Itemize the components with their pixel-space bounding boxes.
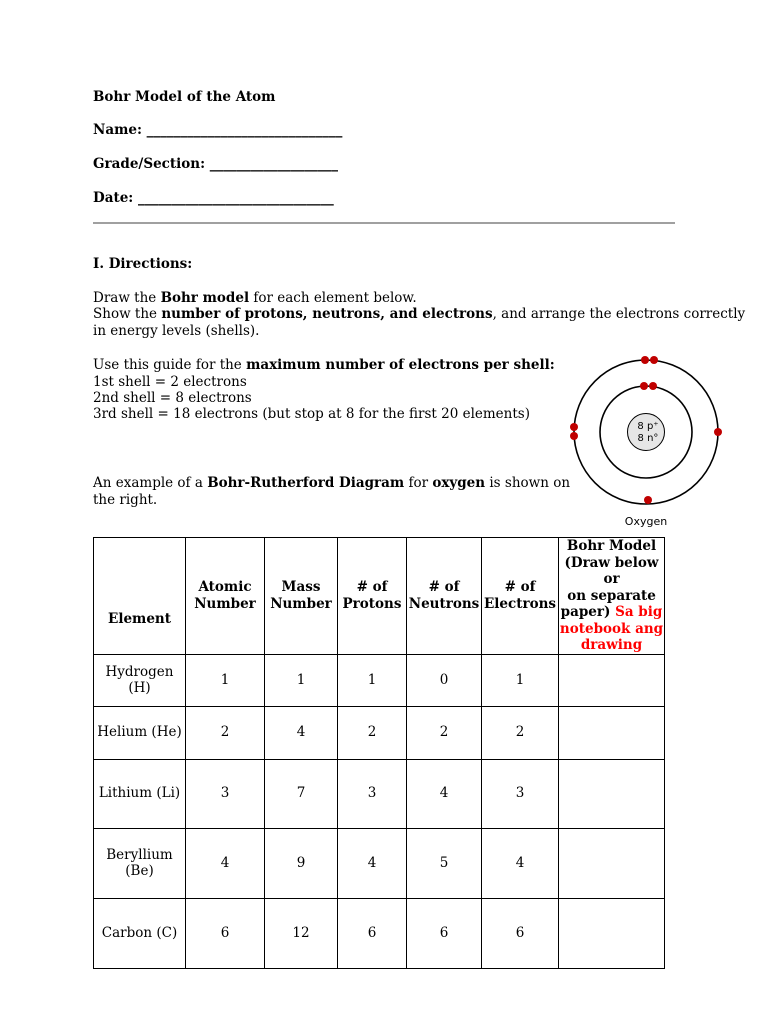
table-row xyxy=(94,759,665,828)
cell-element: Lithium (Li) xyxy=(94,759,186,828)
cell-element: Helium (He) xyxy=(94,706,186,759)
element-table xyxy=(93,537,665,969)
electron-dot xyxy=(641,356,649,364)
name-line[interactable]: _____________________________ xyxy=(146,122,343,138)
cell-mass-number: 1 xyxy=(265,654,338,706)
example-bold-text: oxygen xyxy=(432,475,486,491)
header-line: Number xyxy=(194,595,256,612)
cell-protons: 1 xyxy=(338,654,407,706)
cell-mass-number: 9 xyxy=(265,828,338,898)
table-row xyxy=(94,898,665,968)
cell-protons: 2 xyxy=(338,706,407,759)
header-mass-number xyxy=(265,538,338,655)
cell-protons: 6 xyxy=(338,898,407,968)
header-line: Bohr Model xyxy=(566,538,657,554)
electron-dot xyxy=(570,423,578,431)
directions-text: for each element below. xyxy=(249,290,417,306)
nucleus-neutrons-label: 8 n° xyxy=(637,433,659,444)
cell-neutrons: 0 xyxy=(407,654,482,706)
name-field[interactable] xyxy=(93,122,342,139)
nucleus xyxy=(628,414,665,451)
cell-element: Hydrogen (H) xyxy=(94,654,186,706)
grade-section-field[interactable] xyxy=(93,156,338,173)
cell-neutrons: 5 xyxy=(407,828,482,898)
header-line: (Draw below or xyxy=(564,554,659,587)
electron-dot xyxy=(640,382,648,390)
cell-neutrons: 6 xyxy=(407,898,482,968)
table-header-row xyxy=(94,538,665,655)
cell-bohr-drawing[interactable] xyxy=(559,828,665,898)
example-text-part: for xyxy=(404,475,433,491)
directions-bold-text: Bohr model xyxy=(160,290,250,306)
header-line: Mass xyxy=(281,579,321,596)
cell-electrons: 2 xyxy=(482,706,559,759)
cell-atomic-number: 1 xyxy=(186,654,265,706)
shell-guide-3: 3rd shell = 18 electrons (but stop at 8 for the first 20 elements) xyxy=(93,406,530,422)
header-line: Atomic xyxy=(198,579,252,596)
cell-electrons: 1 xyxy=(482,654,559,706)
directions-paragraph-1 xyxy=(93,290,417,307)
cell-bohr-drawing[interactable] xyxy=(559,654,665,706)
cell-bohr-drawing[interactable] xyxy=(559,759,665,828)
cell-element-line: Beryllium xyxy=(106,846,173,863)
header-line: # of xyxy=(428,579,460,596)
directions-paragraph-2-cont: in energy levels (shells). xyxy=(93,323,260,339)
cell-atomic-number: 2 xyxy=(186,706,265,759)
header-bohr-model xyxy=(559,538,665,655)
cell-neutrons: 2 xyxy=(407,706,482,759)
guide-text: Use this guide for the xyxy=(93,357,247,373)
cell-atomic-number: 3 xyxy=(186,759,265,828)
example-text xyxy=(93,475,570,492)
header-line: # of xyxy=(504,579,536,596)
shell-guide-intro xyxy=(93,357,555,374)
example-bold-text: Bohr-Rutherford Diagram xyxy=(207,475,405,491)
cell-protons: 4 xyxy=(338,828,407,898)
cell-atomic-number: 6 xyxy=(186,898,265,968)
electron-dot xyxy=(644,496,652,504)
directions-heading: I. Directions: xyxy=(93,256,193,272)
cell-neutrons: 4 xyxy=(407,759,482,828)
shell-guide-1: 1st shell = 2 electrons xyxy=(93,374,247,390)
cell-element-line: (Be) xyxy=(125,863,154,879)
header-electrons xyxy=(482,538,559,655)
cell-element: Carbon (C) xyxy=(94,898,186,968)
cell-mass-number: 12 xyxy=(265,898,338,968)
directions-text: , and arrange the electrons correctly xyxy=(492,306,746,322)
table-row xyxy=(94,706,665,759)
cell-electrons: 6 xyxy=(482,898,559,968)
diagram-caption: Oxygen xyxy=(624,515,668,528)
shell-guide-2: 2nd shell = 8 electrons xyxy=(93,390,252,406)
header-red-text: Sa big xyxy=(615,604,663,620)
header-line: Protons xyxy=(342,595,402,612)
cell-electrons: 4 xyxy=(482,828,559,898)
header-line: # of xyxy=(356,579,388,596)
header-line: on separate xyxy=(567,587,656,604)
header-line: Number xyxy=(270,595,332,612)
example-text-part: An example of a xyxy=(93,475,208,491)
electron-dot xyxy=(650,356,658,364)
header-protons xyxy=(338,538,407,655)
header-line: Neutrons xyxy=(408,595,480,612)
header-text: paper) xyxy=(560,604,611,620)
date-label: Date: xyxy=(93,190,134,206)
guide-bold-text: maximum number of electrons per shell: xyxy=(246,357,555,373)
cell-electrons: 3 xyxy=(482,759,559,828)
header-red-text: notebook ang xyxy=(559,620,664,637)
directions-text: Show the xyxy=(93,306,162,322)
electron-dot xyxy=(714,428,722,436)
cell-mass-number: 4 xyxy=(265,706,338,759)
electron-dot xyxy=(570,432,578,440)
electron-dot xyxy=(649,382,657,390)
example-text-cont: the right. xyxy=(93,492,158,508)
header-neutrons xyxy=(407,538,482,655)
directions-bold-text: number of protons, neutrons, and electrons xyxy=(161,306,493,322)
example-text-part: is shown on xyxy=(485,475,571,491)
cell-protons: 3 xyxy=(338,759,407,828)
table-row xyxy=(94,828,665,898)
header-element: Element xyxy=(94,538,186,655)
date-line[interactable]: _____________________________ xyxy=(137,190,334,206)
header-red-text: drawing xyxy=(580,637,643,653)
directions-text: Draw the xyxy=(93,290,161,306)
directions-paragraph-2 xyxy=(93,306,745,323)
name-label: Name: xyxy=(93,122,142,138)
table-row xyxy=(94,654,665,706)
cell-mass-number: 7 xyxy=(265,759,338,828)
header-line: Electrons xyxy=(484,595,556,612)
horizontal-divider xyxy=(93,222,675,224)
oxygen-bohr-diagram xyxy=(558,355,738,533)
cell-atomic-number: 4 xyxy=(186,828,265,898)
doc-title: Bohr Model of the Atom xyxy=(93,89,276,105)
date-field[interactable] xyxy=(93,190,334,207)
grade-section-label: Grade/Section: xyxy=(93,156,206,172)
cell-element xyxy=(94,828,186,898)
grade-section-line[interactable]: ___________________ xyxy=(209,156,339,172)
cell-bohr-drawing[interactable] xyxy=(559,898,665,968)
nucleus-protons-label: 8 p⁺ xyxy=(637,421,659,432)
header-atomic-number xyxy=(186,538,265,655)
cell-bohr-drawing[interactable] xyxy=(559,706,665,759)
header-line xyxy=(559,604,664,621)
